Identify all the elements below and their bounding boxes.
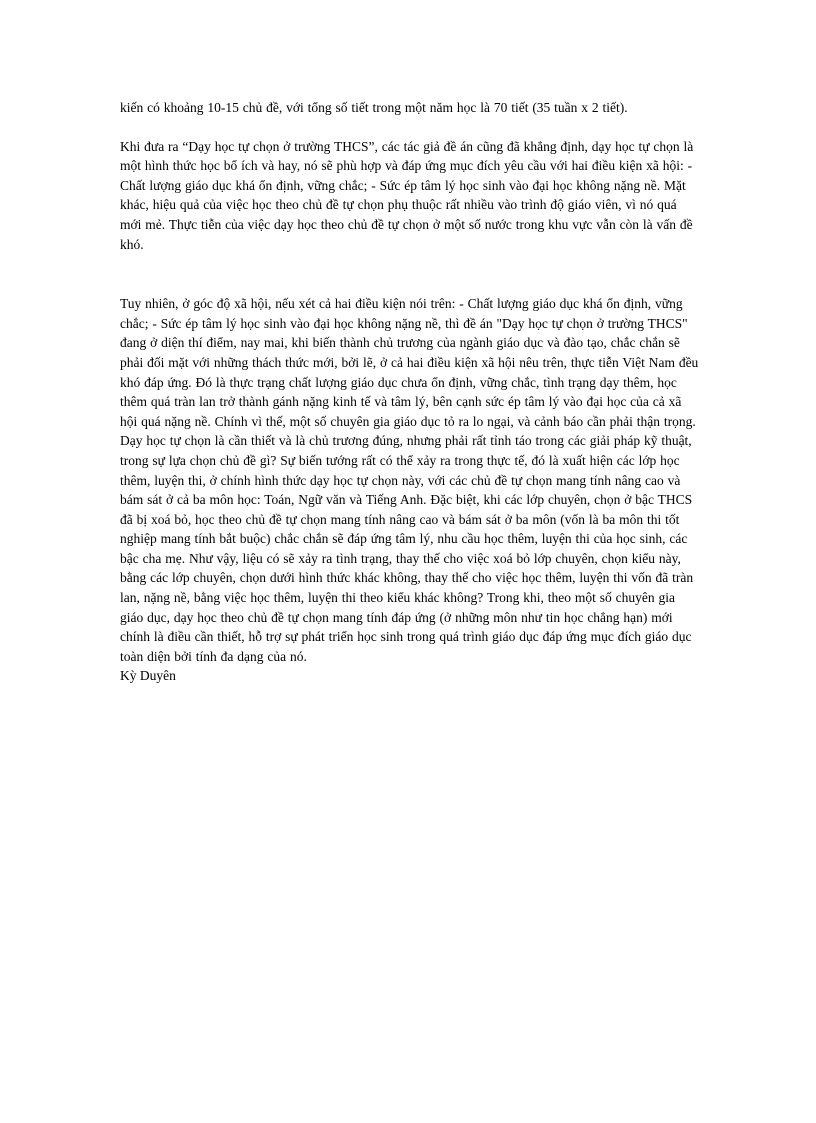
paragraph-proposal: Khi đưa ra “Dạy học tự chọn ở trường THCS”, các tác giả đề án cũng đã khẳng định, dạy học tự chọn là một hình thức học bổ ích và hay, nó sẽ phù hợp và đáp ứng mục đích yêu cầu với hai điều kiện xã hội: - Chất lượng giáo dục khá ổn định, vững chắc; - Sức ép tâm lý học sinh vào đại học không nặng nề. Mặt khác, hiệu quả của việc học theo chủ đề tự chọn phụ thuộc rất nhiều vào trình độ giáo viên, vì nó quá mới mẻ. Thực tiễn của việc dạy học theo chủ đề tự chọn ở một số nước trong khu vực vẫn còn là vấn đề khó. — [120, 138, 694, 252]
paragraph-spacer — [120, 118, 700, 137]
paragraph-analysis: Tuy nhiên, ở góc độ xã hội, nếu xét cả hai điều kiện nói trên: - Chất lượng giáo dục khá ổn định, vững chắc; - Sức ép tâm lý học sinh vào đại học không nặng nề, thì đề án "Dạy học tự chọn ở trường THCS" đang ở diện thí điểm, nay mai, khi biến thành chủ trương của ngành giáo dục và đào tạo, chắc chắn sẽ phải đối mặt với những thách thức mới, bởi lẽ, ở cả hai điều kiện xã hội nêu trên, thực tiễn Việt Nam đều khó đáp ứng. Đó là thực trạng chất lượng giáo dục chưa ổn định, vững chắc, tình trạng dạy thêm, học thêm quá tràn lan trở thành gánh nặng kinh tế và tâm lý, bên cạnh sức ép tâm lý vào đại học của cả xã hội quá nặng nề. Chính vì thế, một số chuyên gia giáo dục tỏ ra lo ngại, và cảnh báo cần phải thận trọng. Dạy học tự chọn là cần thiết và là chủ trương đúng, nhưng phải rất tỉnh táo trong các giải pháp kỹ thuật, trong sự lựa chọn chủ đề gì? Sự biến tướng rất có thể xảy ra trong thực tế, đó là xuất hiện các lớp học thêm, luyện thi, ở chính hình thức dạy học tự chọn này, với các chủ đề tự chọn mang tính nâng cao và bám sát ở cả ba môn học: Toán, Ngữ văn và Tiếng Anh. Đặc biệt, khi các lớp chuyên, chọn ở bậc THCS đã bị xoá bỏ, học theo chủ đề tự chọn mang tính nâng cao và bám sát ở ba môn (vốn là ba môn thi tốt nghiệp mang tính bắt buộc) chắc chắn sẽ đáp ứng tâm lý, nhu cầu học thêm, luyện thi của học sinh, các bậc cha mẹ. Như vậy, liệu có sẽ xảy ra tình trạng, thay thế cho việc xoá bỏ lớp chuyên, chọn kiểu này, bằng các lớp chuyên, chọn dưới hình thức khác không, thay thế cho việc học thêm, luyện thi vốn đã tràn lan, nặng nề, bằng việc học thêm, luyện thi theo kiểu khác không? Trong khi, theo một số chuyên gia giáo dục, dạy học theo chủ đề tự chọn mang tính đáp ứng (ở những môn như tin học chẳng hạn) mới chính là điều cần thiết, hỗ trợ sự phát triển học sinh trong quá trình giáo dục đáp ứng mục đích giáo dục toàn diện bởi tính đa dạng của nó. — [120, 296, 699, 664]
author-name: Kỳ Duyên — [120, 668, 176, 684]
paragraph-intro: kiến có khoảng 10-15 chủ đề, với tổng số tiết trong một năm học là 70 tiết (35 tuần x 2 tiết). — [120, 100, 628, 115]
paragraph-spacer — [120, 254, 700, 294]
document-page — [120, 98, 700, 686]
